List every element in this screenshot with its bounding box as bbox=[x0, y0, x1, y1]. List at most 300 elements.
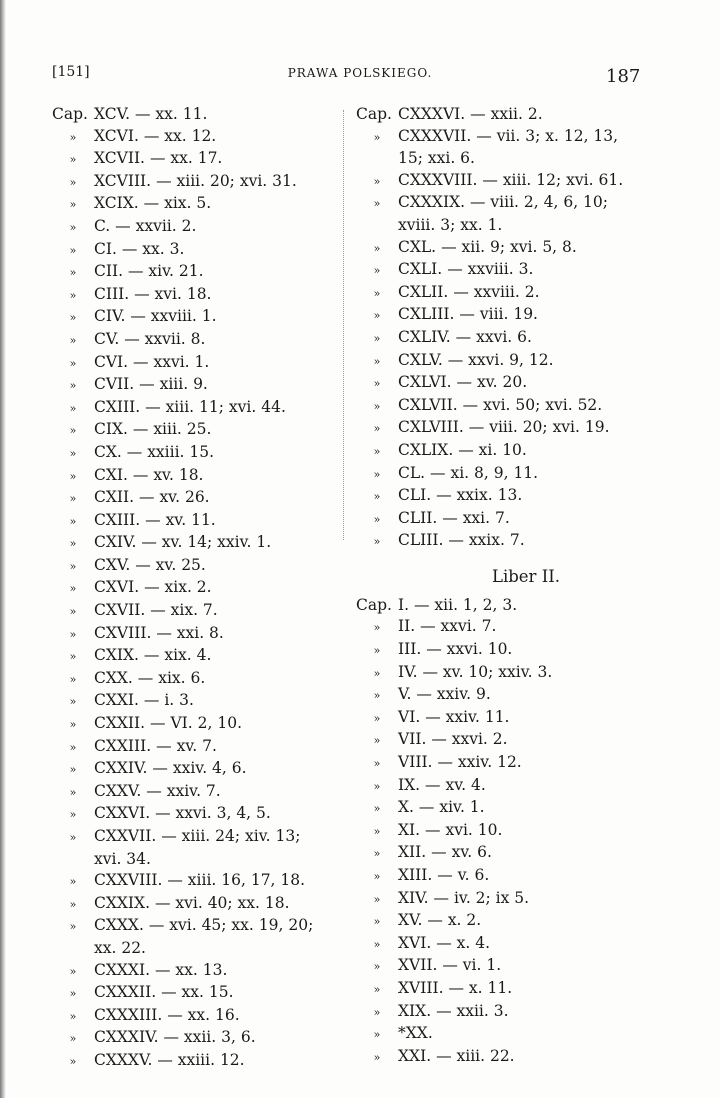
index-entry bbox=[356, 797, 656, 820]
ditto-mark: » bbox=[373, 689, 381, 703]
chapter-number: CXLVI. bbox=[398, 373, 452, 392]
index-entry bbox=[52, 803, 342, 826]
chapter-number: CXXVIII. bbox=[94, 871, 163, 890]
chapter-number: CXL. bbox=[398, 237, 437, 256]
chapter-number: XCVI. bbox=[94, 126, 139, 145]
chapter-number: XIX. bbox=[398, 1001, 432, 1020]
index-entry bbox=[356, 372, 656, 395]
chapter-reference: — xvi. 40; xx. 18. bbox=[154, 893, 290, 912]
chapter-number: XVI. bbox=[398, 933, 432, 952]
ditto-mark: » bbox=[373, 802, 381, 816]
chapter-reference: — xv. 20. bbox=[456, 373, 528, 392]
chapter-number: VIII. bbox=[398, 753, 433, 772]
chapter-reference: — xxiv. 4, 6. bbox=[152, 759, 247, 778]
chapter-reference: — xxvi. 6. bbox=[455, 327, 532, 346]
index-column-left bbox=[52, 104, 342, 1073]
index-entry bbox=[356, 684, 656, 707]
ditto-mark: » bbox=[69, 920, 77, 934]
ditto-mark: » bbox=[69, 356, 77, 370]
chapter-reference: — xiii. 24; xiv. 13; bbox=[161, 827, 301, 845]
ditto-mark: » bbox=[373, 264, 381, 278]
chapter-number: CIII. bbox=[94, 284, 130, 303]
index-entry bbox=[52, 532, 342, 555]
chapter-number: CLIII. bbox=[398, 531, 444, 550]
index-entry bbox=[52, 193, 342, 216]
ditto-mark: » bbox=[69, 897, 77, 911]
index-entry bbox=[52, 781, 342, 804]
ditto-mark: » bbox=[373, 309, 381, 323]
chapter-number: CXVII. bbox=[94, 601, 146, 620]
chapter-number: CXXVII. bbox=[94, 827, 157, 845]
chapter-reference: — xxiii. 12. bbox=[157, 1050, 245, 1069]
ditto-mark: » bbox=[373, 870, 381, 883]
chapter-reference: — v. 6. bbox=[437, 866, 490, 884]
chapter-reference: — xv. 11. bbox=[145, 510, 216, 529]
index-entry bbox=[52, 893, 342, 916]
index-entry bbox=[52, 826, 342, 849]
chapter-number: XIII. bbox=[398, 866, 433, 884]
index-entry bbox=[356, 1046, 656, 1069]
chapter-number: C. bbox=[94, 216, 111, 235]
index-entry bbox=[356, 933, 656, 956]
index-entry bbox=[356, 530, 656, 553]
index-entry bbox=[356, 304, 656, 327]
chapter-reference: — vii. 3; x. 12, 13, bbox=[476, 126, 619, 145]
ditto-mark: » bbox=[69, 130, 77, 144]
ditto-mark: » bbox=[373, 666, 381, 680]
index-entry bbox=[356, 955, 656, 978]
chapter-number: XCIX. bbox=[94, 194, 139, 213]
chapter-number: CXXXII. bbox=[94, 983, 157, 1002]
index-entry bbox=[52, 487, 342, 510]
chapter-reference: — xxi. 8. bbox=[156, 623, 224, 642]
chapter-reference: — xix. 7. bbox=[150, 601, 218, 620]
chapter-reference: — xv. 10; xxiv. 3. bbox=[422, 662, 553, 681]
chapter-number: CXLIII. bbox=[398, 305, 455, 324]
index-entry bbox=[52, 577, 342, 600]
chapter-reference: — xiii. 22. bbox=[436, 1046, 515, 1065]
ditto-mark: » bbox=[69, 740, 77, 754]
chapter-reference: — xiii. 25. bbox=[132, 420, 212, 439]
ditto-mark: » bbox=[69, 672, 77, 686]
chapter-reference: — xix. 2. bbox=[144, 578, 212, 597]
chapter-number: CXXV. bbox=[94, 781, 142, 800]
cap-label: Cap. bbox=[356, 105, 392, 123]
index-entry bbox=[52, 239, 342, 262]
chapter-reference: — xxvii. 8. bbox=[124, 329, 206, 348]
index-entry bbox=[356, 729, 656, 752]
index-entry-continuation: xvi. 34. bbox=[94, 849, 151, 868]
chapter-reference: — xxii. 3. bbox=[436, 1001, 509, 1020]
chapter-reference: — viii. 20; xvi. 19. bbox=[468, 418, 610, 437]
chapter-reference: — xvi. 50; xvi. 52. bbox=[462, 395, 603, 414]
chapter-number: CVII. bbox=[94, 375, 135, 394]
ditto-mark: » bbox=[69, 559, 77, 573]
index-entry bbox=[356, 616, 656, 639]
page-number: 187 bbox=[606, 66, 641, 87]
ditto-mark: » bbox=[69, 808, 77, 822]
chapter-number: CXIX. bbox=[94, 646, 139, 665]
cap-label: Cap. bbox=[356, 595, 392, 614]
ditto-mark: » bbox=[373, 535, 381, 549]
index-entry bbox=[52, 148, 342, 171]
chapter-number: CXV. bbox=[94, 555, 131, 574]
chapter-reference: — xxvi. 2. bbox=[431, 730, 508, 749]
ditto-mark: » bbox=[373, 915, 381, 929]
index-entry bbox=[356, 485, 656, 508]
index-entry bbox=[52, 1050, 342, 1073]
chapter-number: CXXIX. bbox=[94, 893, 151, 912]
chapter-reference: — xiii. 11; xvi. 44. bbox=[145, 397, 286, 416]
ditto-mark: » bbox=[373, 331, 381, 345]
index-entry-continuation: 15; xxi. 6. bbox=[398, 149, 475, 168]
ditto-mark: » bbox=[373, 824, 381, 838]
index-entry bbox=[356, 440, 656, 463]
chapter-number: VI. bbox=[398, 707, 421, 726]
index-entry bbox=[52, 623, 342, 646]
chapter-number: CXII. bbox=[94, 488, 135, 507]
ditto-mark: » bbox=[373, 422, 381, 436]
index-entry bbox=[52, 915, 342, 938]
ditto-mark: » bbox=[69, 537, 77, 551]
chapter-reference: — VI. 2, 10. bbox=[150, 714, 243, 733]
chapter-number: CL. bbox=[398, 463, 426, 482]
chapter-number: CXXXIX. bbox=[398, 193, 466, 212]
chapter-number: CXX. bbox=[94, 668, 133, 687]
chapter-number: CXVI. bbox=[94, 578, 140, 597]
chapter-reference: — xxvi. 7. bbox=[420, 617, 497, 636]
chapter-number: XCVIII. bbox=[94, 171, 152, 190]
index-entry bbox=[356, 350, 656, 373]
ditto-mark: » bbox=[69, 831, 77, 844]
chapter-reference: — xv. 14; xxiv. 1. bbox=[141, 533, 272, 552]
chapter-number: CXXIV. bbox=[94, 759, 148, 778]
ditto-mark: » bbox=[69, 266, 77, 280]
index-entry bbox=[356, 1001, 656, 1024]
index-entry bbox=[356, 259, 656, 282]
ditto-mark: » bbox=[69, 243, 77, 257]
index-entry bbox=[52, 397, 342, 420]
ditto-mark: » bbox=[373, 711, 381, 725]
chapter-number: CXLI. bbox=[398, 260, 443, 279]
ditto-mark: » bbox=[373, 937, 381, 951]
chapter-number: CI. bbox=[94, 239, 117, 258]
chapter-number: CXXXVII. bbox=[398, 126, 472, 145]
chapter-number: II. bbox=[398, 617, 416, 636]
index-entry bbox=[356, 192, 656, 215]
chapter-number: IV. bbox=[398, 662, 418, 681]
chapter-number: XCVII. bbox=[94, 149, 145, 168]
chapter-reference: — xii. 1, 2, 3. bbox=[414, 595, 518, 614]
index-entry bbox=[52, 690, 342, 713]
index-entry bbox=[52, 668, 342, 691]
index-entry bbox=[52, 171, 342, 194]
ditto-mark: » bbox=[69, 582, 77, 596]
chapter-reference: — xxvi. 10. bbox=[426, 640, 513, 659]
index-entry bbox=[52, 600, 342, 623]
chapter-reference: — xix. 4. bbox=[143, 646, 212, 665]
chapter-reference: — xi. 8, 9, 11. bbox=[430, 463, 539, 482]
chapter-reference: — xix. 6. bbox=[137, 668, 206, 687]
chapter-reference: — xv. 25. bbox=[135, 555, 206, 574]
index-entry bbox=[356, 842, 656, 865]
chapter-number: XI. bbox=[398, 820, 421, 839]
chapter-reference: — xiv. 1. bbox=[418, 798, 485, 817]
chapter-reference: — xxii. 2. bbox=[470, 105, 543, 123]
chapter-number: CIV. bbox=[94, 307, 126, 326]
index-entry bbox=[356, 104, 656, 126]
ditto-mark: » bbox=[69, 175, 77, 189]
chapter-reference: — x. 2. bbox=[427, 911, 482, 930]
index-entry bbox=[356, 463, 656, 486]
chapter-number: CIX. bbox=[94, 420, 128, 439]
ditto-mark: » bbox=[373, 174, 381, 188]
chapter-reference: — xv. 7. bbox=[156, 736, 217, 755]
liber-1-entries bbox=[356, 104, 656, 553]
index-entry bbox=[356, 707, 656, 730]
chapter-reference: — xv. 6. bbox=[431, 843, 492, 862]
chapter-reference: — xiii. 16, 17, 18. bbox=[167, 871, 306, 890]
chapter-number: CXIV. bbox=[94, 533, 137, 552]
chapter-number: CXLVIII. bbox=[398, 418, 464, 437]
index-entry bbox=[356, 395, 656, 418]
chapter-reference: — xx. 16. bbox=[167, 1005, 240, 1024]
ditto-mark: » bbox=[69, 379, 77, 393]
ditto-mark: » bbox=[69, 198, 77, 212]
chapter-reference: — xv. 4. bbox=[425, 775, 486, 794]
ditto-mark: » bbox=[69, 1009, 77, 1023]
index-entry bbox=[356, 865, 656, 888]
index-entry bbox=[52, 982, 342, 1005]
index-entry bbox=[356, 820, 656, 843]
index-entry bbox=[52, 306, 342, 329]
index-entry bbox=[52, 555, 342, 578]
chapter-number: I. bbox=[398, 595, 410, 614]
index-entry bbox=[356, 978, 656, 1001]
index-entry bbox=[52, 465, 342, 488]
ditto-mark: » bbox=[373, 490, 381, 504]
chapter-number: CXI. bbox=[94, 465, 128, 484]
chapter-number: CXXXV. bbox=[94, 1050, 153, 1069]
ditto-mark: » bbox=[373, 512, 381, 526]
chapter-reference: — xvi. 45; xx. 19, 20; bbox=[148, 916, 314, 935]
chapter-reference: — xv. 26. bbox=[139, 488, 210, 507]
chapter-reference: — xiii. 12; xvi. 61. bbox=[482, 170, 624, 189]
chapter-number: CXXI. bbox=[94, 691, 139, 710]
ditto-mark: » bbox=[69, 1054, 77, 1068]
chapter-reference: — xxviii. 1. bbox=[130, 307, 217, 326]
ditto-mark: » bbox=[69, 311, 77, 325]
chapter-number: X. bbox=[398, 798, 414, 817]
ditto-mark: » bbox=[373, 1050, 381, 1064]
index-entry bbox=[52, 374, 342, 397]
chapter-reference: — xx. 13. bbox=[154, 960, 228, 979]
chapter-number: XII. bbox=[398, 843, 427, 862]
ditto-mark: » bbox=[373, 779, 381, 793]
index-entry bbox=[356, 327, 656, 350]
ditto-mark: » bbox=[373, 286, 381, 300]
chapter-reference: — xxii. 3, 6. bbox=[163, 1028, 256, 1047]
cap-label: Cap. bbox=[52, 105, 88, 123]
chapter-reference: — xxvii. 2. bbox=[115, 216, 197, 235]
index-entry bbox=[52, 960, 342, 983]
chapter-number: CXLII. bbox=[398, 282, 449, 301]
ditto-mark: » bbox=[373, 734, 381, 748]
ditto-mark: » bbox=[373, 399, 381, 413]
liber-2-entries bbox=[356, 595, 656, 1068]
chapter-reference: — xx. 12. bbox=[143, 126, 217, 145]
ditto-mark: » bbox=[373, 130, 381, 144]
chapter-reference: — x. 11. bbox=[448, 978, 513, 997]
index-entry bbox=[52, 442, 342, 465]
ditto-mark: » bbox=[373, 960, 381, 974]
chapter-number: VII. bbox=[398, 730, 427, 749]
section-title-liber-2: Liber II. bbox=[492, 566, 560, 586]
index-entry bbox=[52, 329, 342, 352]
index-entry bbox=[356, 775, 656, 798]
chapter-reference: — xxiv. 7. bbox=[146, 781, 221, 800]
ditto-mark: » bbox=[69, 785, 77, 799]
chapter-reference: — xx. 15. bbox=[161, 983, 234, 1002]
index-entry bbox=[356, 417, 656, 440]
ditto-mark: » bbox=[69, 514, 77, 528]
index-entry bbox=[356, 126, 656, 149]
ditto-mark: » bbox=[69, 1032, 77, 1046]
ditto-mark: » bbox=[373, 377, 381, 391]
chapter-reference: — xxiv. 9. bbox=[416, 685, 491, 704]
ditto-mark: » bbox=[69, 153, 77, 167]
chapter-number: CXXXVIII. bbox=[398, 170, 478, 189]
ditto-mark: » bbox=[69, 987, 77, 1001]
index-entry bbox=[52, 736, 342, 759]
index-entry bbox=[356, 752, 656, 775]
chapter-reference: — xvi. 18. bbox=[134, 284, 212, 303]
chapter-reference: — xi. 10. bbox=[458, 440, 527, 459]
ditto-mark: » bbox=[69, 875, 77, 889]
ditto-mark: » bbox=[373, 467, 381, 481]
ditto-mark: » bbox=[373, 757, 381, 771]
index-entry bbox=[52, 510, 342, 533]
running-title: PRAWA POLSKIEGO. bbox=[287, 66, 433, 80]
chapter-reference: — xv. 18. bbox=[132, 465, 204, 484]
chapter-number: XXI. bbox=[398, 1046, 432, 1065]
index-column-right bbox=[356, 104, 656, 1068]
page-reference: [151] bbox=[52, 64, 90, 80]
chapter-reference: — viii. 2, 4, 6, 10; bbox=[470, 193, 609, 212]
chapter-number: CXLV. bbox=[398, 350, 443, 369]
chapter-reference: — xxix. 7. bbox=[448, 531, 525, 550]
chapter-number: CXXXIV. bbox=[94, 1028, 159, 1047]
chapter-reference: — xxiv. 11. bbox=[425, 707, 510, 726]
chapter-reference: — viii. 19. bbox=[459, 305, 538, 324]
index-entry bbox=[356, 888, 656, 911]
index-entry bbox=[52, 352, 342, 375]
index-entry bbox=[52, 870, 342, 893]
chapter-number: XV. bbox=[398, 911, 423, 930]
chapter-reference: — vi. 1. bbox=[442, 956, 502, 975]
chapter-reference: — xx. 3. bbox=[121, 239, 185, 258]
chapter-reference: — xii. 9; xvi. 5, 8. bbox=[441, 237, 577, 256]
chapter-number: XIV. bbox=[398, 888, 429, 907]
index-entry bbox=[52, 1005, 342, 1028]
index-entry bbox=[356, 910, 656, 933]
chapter-reference: — xx. 17. bbox=[149, 149, 223, 168]
ditto-mark: » bbox=[373, 1028, 381, 1042]
index-entry bbox=[52, 1027, 342, 1050]
chapter-number: IX. bbox=[398, 775, 421, 794]
chapter-number: *XX. bbox=[398, 1024, 433, 1043]
chapter-reference: — xvi. 10. bbox=[425, 820, 503, 839]
ditto-mark: » bbox=[69, 424, 77, 438]
chapter-number: V. bbox=[398, 685, 412, 704]
ditto-mark: » bbox=[69, 288, 77, 302]
index-entry-continuation: xx. 22. bbox=[94, 938, 146, 957]
chapter-number: CLII. bbox=[398, 508, 438, 527]
chapter-reference: — x. 4. bbox=[436, 933, 491, 952]
column-divider bbox=[343, 110, 344, 540]
chapter-reference: — xxvi. 3, 4, 5. bbox=[155, 804, 271, 823]
ditto-mark: » bbox=[373, 644, 381, 658]
index-entry bbox=[52, 126, 342, 149]
chapter-number: XVIII. bbox=[398, 978, 444, 997]
chapter-reference: — xiii. 20; xvi. 31. bbox=[156, 171, 297, 190]
index-entry bbox=[356, 508, 656, 531]
chapter-reference: — xxiii. 15. bbox=[126, 442, 215, 461]
chapter-reference: — xxi. 7. bbox=[442, 508, 510, 527]
chapter-number: CXXXVI. bbox=[398, 105, 466, 123]
ditto-mark: » bbox=[69, 492, 77, 506]
ditto-mark: » bbox=[69, 627, 77, 641]
chapter-reference: — xxiv. 12. bbox=[437, 753, 522, 772]
ditto-mark: » bbox=[373, 1005, 381, 1019]
ditto-mark: » bbox=[373, 444, 381, 458]
index-entry bbox=[52, 758, 342, 781]
chapter-number: CLI. bbox=[398, 486, 432, 505]
chapter-number: CXIII. bbox=[94, 397, 141, 416]
index-entry bbox=[356, 237, 656, 260]
chapter-reference: — xiv. 21. bbox=[127, 262, 204, 281]
chapter-number: CX. bbox=[94, 442, 122, 461]
chapter-number: CXIII. bbox=[94, 510, 141, 529]
index-entry-continuation: xviii. 3; xx. 1. bbox=[398, 215, 503, 234]
chapter-reference: — i. 3. bbox=[143, 691, 194, 710]
chapter-number: III. bbox=[398, 640, 422, 659]
index-entry bbox=[356, 170, 656, 193]
ditto-mark: » bbox=[69, 605, 77, 619]
ditto-mark: » bbox=[69, 718, 77, 732]
ditto-mark: » bbox=[373, 847, 381, 861]
ditto-mark: » bbox=[69, 695, 77, 709]
chapter-reference: — xxvi. 9, 12. bbox=[447, 350, 554, 369]
chapter-reference: — iv. 2; ix 5. bbox=[433, 888, 530, 907]
chapter-number: CVI. bbox=[94, 352, 129, 371]
index-entry bbox=[52, 713, 342, 736]
chapter-reference: — xxviii. 2. bbox=[453, 282, 540, 301]
ditto-mark: » bbox=[373, 621, 381, 635]
index-entry bbox=[356, 1023, 656, 1046]
chapter-reference: — xix. 5. bbox=[143, 194, 212, 213]
chapter-number: CXXII. bbox=[94, 714, 146, 733]
chapter-number: CXXIII. bbox=[94, 736, 152, 755]
chapter-number: CXXX. bbox=[94, 916, 144, 935]
chapter-number: CXXXIII. bbox=[94, 1005, 163, 1024]
index-entry bbox=[356, 639, 656, 662]
index-entry bbox=[52, 284, 342, 307]
ditto-mark: » bbox=[69, 650, 77, 664]
chapter-number: CXVIII. bbox=[94, 623, 152, 642]
ditto-mark: » bbox=[69, 446, 77, 460]
ditto-mark: » bbox=[373, 197, 381, 211]
